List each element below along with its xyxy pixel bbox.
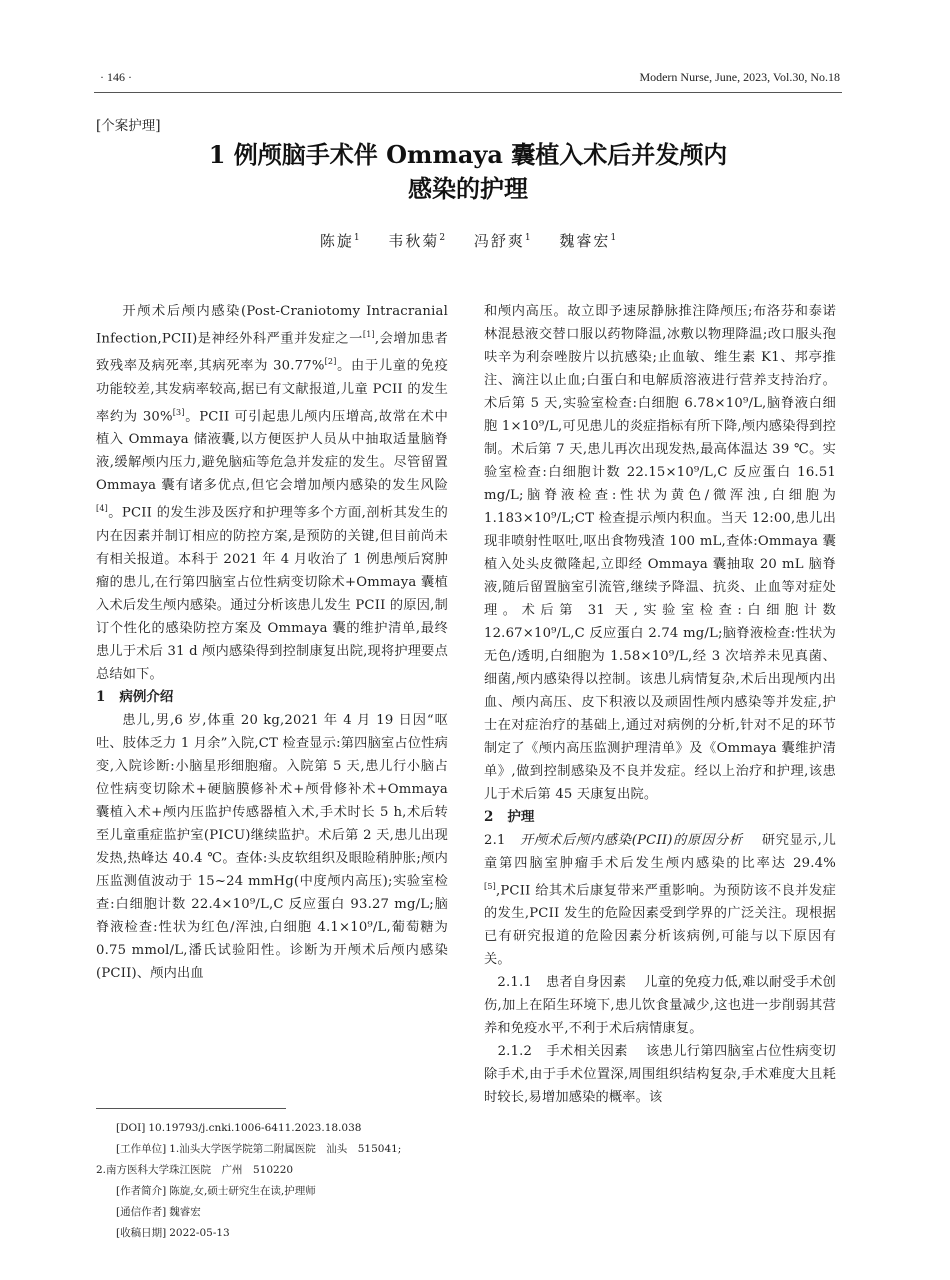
left-column <box>96 300 448 985</box>
footnote-unit: [工作单位] 1.汕头大学医学院第二附属医院 汕头 515041; <box>116 1143 402 1155</box>
citation[interactable]: [2] <box>324 357 337 367</box>
citation[interactable]: [3] <box>172 407 185 417</box>
author: 冯舒爽$^1$ <box>473 232 531 250</box>
author: 陈旋$^1$ <box>319 232 360 250</box>
footnote-received-date: [收稿日期] 2022-05-13 <box>116 1227 230 1239</box>
section-tag: [个案护理] <box>96 118 161 134</box>
footnote-divider <box>96 1108 286 1109</box>
title-line-2: 感染的护理 <box>408 174 528 203</box>
right-column <box>484 300 836 1109</box>
section-2-heading: 2 护理 <box>484 809 535 825</box>
footnote-author-info: [作者简介] 陈旋,女,硕士研究生在读,护理师 <box>116 1185 316 1197</box>
author-list <box>94 230 842 251</box>
subsection-2-1-1: 2.1.1 患者自身因素 儿童的免疫力低,难以耐受手术创伤,加上在陌生环境下,患儿饮食量减少,这也进一步削弱其营养和免疫水平,不利于术后病情康复。 <box>484 975 837 1037</box>
citation[interactable]: [1] <box>362 330 375 339</box>
journal-info: Modern Nurse, June, 2023, Vol.30, No.18 <box>639 70 840 84</box>
footnotes <box>96 1118 456 1244</box>
footnote-unit-line-2: 2.南方医科大学珠江医院 广州 510220 <box>96 1164 294 1176</box>
case-paragraph: 患儿,男,6 岁,体重 20 kg,2021 年 4 月 19 日因“呕吐、肢体乏力 1 月余”入院,CT 检查显示:第四脑室占位性病变,入院诊断:小脑星形细胞瘤。入院第 5 天,患儿行小脑占位性病变切除术+硬脑膜修补术+颅骨修补术+Ommaya 囊植入术+颅内压监护传感器植入术,手术时长 5 h,术后转至儿童重症监护室(PICU)继续监护。术后第 2 天,患儿出现发热,热峰达 40.4 ℃。查体:头皮软组织及眼睑稍肿胀;颅内压监测值波动于 15~24 mmHg(中度颅内高压);实验室检查:白细胞计数 22.4×10⁹/L,C 反应蛋白 93.27 mg/L;脑脊液检查:性状为红色/浑浊,白细胞 4.1×10⁹/L,葡萄糖为 0.75 mmol/L,潘氏试验阳性。诊断为开颅术后颅内感染(PCII)、颅内出血 <box>96 712 448 981</box>
citation[interactable]: [4] <box>96 504 108 514</box>
article-title <box>94 138 842 206</box>
citation[interactable]: [5] <box>484 882 496 891</box>
footnote-doi: [DOI] 10.19793/j.cnki.1006-6411.2023.18.038 <box>116 1122 362 1134</box>
subsection-2-1: 2.1 开颅术后颅内感染(PCII)的原因分析 研究显示,儿童第四脑室肿瘤手术后发生颅内感染的比率达 29.4%[5],PCII 给其术后康复带来严重影响。为预防该不良并发症的发生,PCII 发生的危险因素受到学界的广泛关注。现根据已有研究报道的危险因素分析该病例,可能与以下原因有关。 <box>484 833 836 968</box>
header-divider <box>94 92 842 93</box>
footnote-corresponding: [通信作者] 魏睿宏 <box>116 1206 201 1218</box>
title-line-1: 1 例颅脑手术伴 Ommaya 囊植入术后并发颅内 <box>208 140 728 169</box>
case-paragraph-continued: 和颅内高压。故立即予速尿静脉推注降颅压;布洛芬和泰诺林混悬液交替口服以药物降温,冰敷以物理降温;改口服头孢呋辛为利奈唑胺片以抗感染;止血敏、维生素 K1、邦亭推注、滴注以止血;白蛋白和电解质溶液进行营养支持治疗。术后第 5 天,实验室检查:白细胞 6.78×10⁹/L,脑脊液白细胞 1×10⁹/L,可见患儿的炎症指标有所下降,颅内感染得到控制。术后第 7 天,患儿再次出现发热,最高体温达 39 ℃。实验室检查:白细胞计数 22.15×10⁹/L,C 反应蛋白 16.51 mg/L;脑脊液检查:性状为黄色/微浑浊,白细胞为 1.183×10⁹/L;CT 检查提示颅内积血。当天 12:00,患儿出现非喷射性呕吐,呕出食物残渣 100 mL,查体:Ommaya 囊植入处头皮微隆起,立即经 Ommaya 囊抽取 20 mL 脑脊液,随后留置脑室引流管,继续予降温、抗炎、止血等对症处理。术后第 31 天,实验室检查:白细胞计数 12.67×10⁹/L,C 反应蛋白 2.74 mg/L;脑脊液检查:性状为无色/透明,白细胞为 1.58×10⁹/L,经 3 次培养未见真菌、细菌,颅内感染得以控制。该患儿病情复杂,术后出现颅内出血、颅内高压、皮下积液以及顽固性颅内感染等并发症,护士在对症治疗的基础上,通过对病例的分析,针对不足的环节制定了《颅内高压监测护理清单》及《Ommaya 囊维护清单》,做到控制感染及不良并发症。经以上治疗和护理,该患儿于术后第 45 天康复出院。 <box>484 304 836 802</box>
section-1-heading: 1 病例介绍 <box>96 688 174 705</box>
author: 魏睿宏$^1$ <box>559 232 617 250</box>
subsection-2-1-2: 2.1.2 手术相关因素 该患儿行第四脑室占位性病变切除手术,由于手术位置深,周围组织结构复杂,手术难度大且耗时较长,易增加感染的概率。该 <box>484 1044 836 1106</box>
page-number: · 146 · <box>100 70 132 84</box>
intro-paragraph: 开颅术后颅内感染(Post-Craniotomy Intracranial Infection,PCII)是神经外科严重并发症之一[1],会增加患者致残率及病死率,其病死率为 30.77%[2]。由于儿童的免疫功能较差,其发病率较高,据已有文献报道,儿童 PCII 的发生率约为 30%[3]。PCII 可引起患儿颅内压增高,故常在术中植入 Ommaya 储液囊,以方便医护人员从中抽取适量脑脊液,缓解颅内压力,避免脑疝等危急并发症的发生。尽管留置 Ommaya 囊有诸多优点,但它会增加颅内感染的发生风险[4]。PCII 的发生涉及医疗和护理等多个方面,剖析其发生的内在因素并制订相应的防控方案,是预防的关键,但目前尚未有相关报道。本科于 2021 年 4 月收治了 1 例患颅后窝肿瘤的患儿,在行第四脑室占位性病变切除术+Ommaya 囊植入术后发生颅内感染。通过分析该患儿发生 PCII 的原因,制订个性化的感染防控方案及 Ommaya 囊的维护清单,最终患儿于术后 31 d 颅内感染得到控制康复出院,现将护理要点总结如下。 <box>96 304 448 682</box>
author: 韦秋菊$^2$ <box>388 232 446 250</box>
